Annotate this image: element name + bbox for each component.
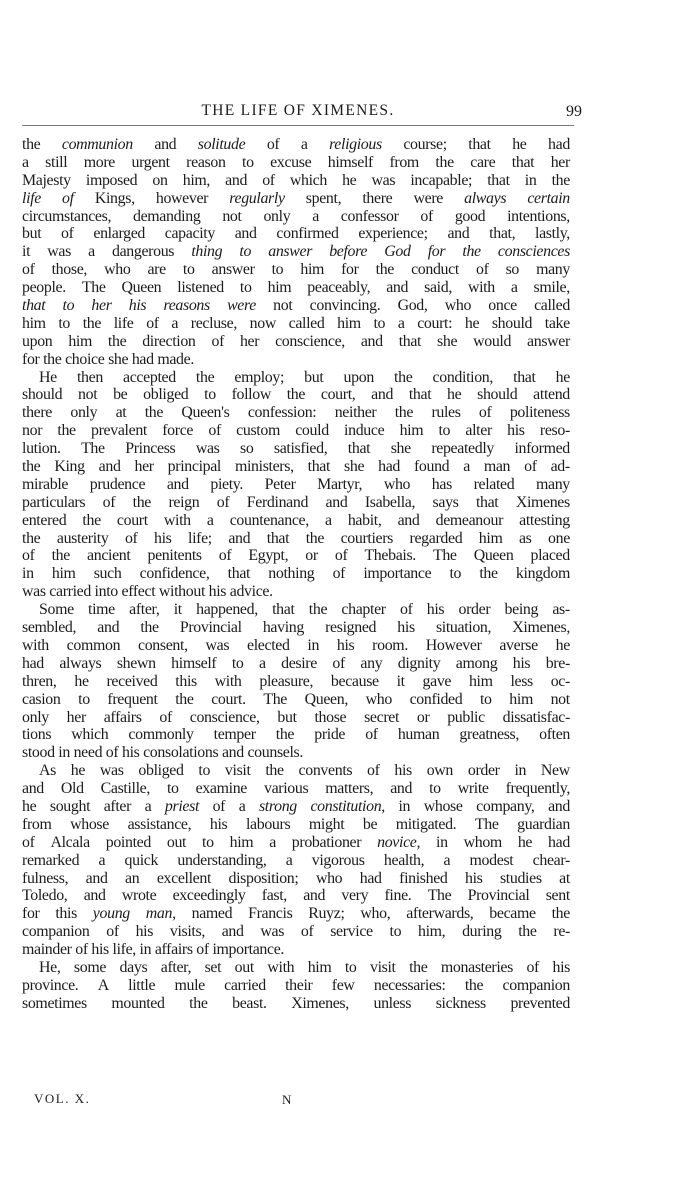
text-line: Majesty imposed on him, and of which he was incapable; that in the bbox=[22, 171, 570, 189]
text-line: was carried into effect without his advice. bbox=[22, 583, 273, 601]
page-footer bbox=[34, 1091, 554, 1111]
text-line: upon him the direction of her conscience, and that she would answer bbox=[22, 332, 570, 350]
text-line: he sought after a priest of a strong constitution, in whose company, and bbox=[22, 797, 570, 815]
text-line: mainder of his life, in affairs of importance. bbox=[22, 941, 285, 959]
text-line: tions which commonly temper the pride of human greatness, often bbox=[22, 726, 570, 744]
text-line: Toledo, and wrote exceedingly fast, and very fine. The Provincial sent bbox=[22, 887, 570, 905]
text-line: for this young man, named Francis Ruyz; who, afterwards, became the bbox=[22, 905, 570, 923]
text-line: a still more urgent reason to excuse himself from the care that her bbox=[22, 153, 570, 171]
text-line: from whose assistance, his labours might be mitigated. The guardian bbox=[22, 815, 570, 833]
text-line: it was a dangerous thing to answer before God for the consciences bbox=[22, 243, 570, 261]
text-line: of the ancient penitents of Egypt, or of Thebais. The Queen placed bbox=[22, 547, 570, 565]
text-line: with common consent, was elected in his room. However averse he bbox=[22, 636, 570, 654]
text-line: but of enlarged capacity and confirmed experience; and that, lastly, bbox=[22, 225, 570, 243]
text-line: sometimes mounted the beast. Ximenes, unless sickness prevented bbox=[22, 994, 570, 1012]
text-line: of those, who are to answer to him for the conduct of so many bbox=[22, 261, 570, 279]
text-line: had always shewn himself to a desire of any dignity among his bre- bbox=[22, 654, 570, 672]
text-line: He, some days after, set out with him to visit the monasteries of his bbox=[39, 958, 570, 976]
text-line: companion of his visits, and was of service to him, during the re- bbox=[22, 923, 570, 941]
text-line: lution. The Princess was so satisfied, that she repeatedly informed bbox=[22, 440, 570, 458]
text-line: the austerity of his life; and that the courtiers regarded him as one bbox=[22, 529, 570, 547]
text-line: fulness, and an excellent disposition; who had finished his studies at bbox=[22, 869, 570, 887]
page-number: 99 bbox=[566, 103, 582, 120]
text-line: Some time after, it happened, that the chapter of his order being as- bbox=[39, 601, 570, 619]
running-title: THE LIFE OF XIMENES. bbox=[201, 102, 395, 119]
text-line: in him such confidence, that nothing of importance to the kingdom bbox=[22, 565, 570, 583]
text-line: remarked a quick understanding, a vigorous health, a modest chear- bbox=[22, 851, 570, 869]
text-line: him to the life of a recluse, now called him to a court: he should take bbox=[22, 314, 570, 332]
text-line: of Alcala pointed out to him a probationer novice, in whom he had bbox=[22, 833, 570, 851]
text-line: and Old Castille, to examine various matters, and to write frequently, bbox=[22, 780, 570, 798]
text-line: particulars of the reign of Ferdinand and Isabella, says that Ximenes bbox=[22, 493, 570, 511]
text-line: mirable prudence and piety. Peter Martyr, who has related many bbox=[22, 475, 570, 493]
text-line: circumstances, demanding not only a confessor of good intentions, bbox=[22, 207, 570, 225]
text-line: only her affairs of conscience, but those secret or public dissatisfac- bbox=[22, 708, 570, 726]
body-text bbox=[22, 136, 570, 1013]
text-line: the communion and solitude of a religious course; that he had bbox=[22, 136, 570, 153]
text-line: life of Kings, however regularly spent, there were always certain bbox=[22, 189, 570, 207]
text-line: stood in need of his consolations and counsels. bbox=[22, 744, 304, 762]
running-header bbox=[20, 102, 582, 124]
signature-mark: N bbox=[282, 1092, 293, 1107]
text-line: He then accepted the employ; but upon the condition, that he bbox=[39, 368, 570, 386]
text-line: that to her his reasons were not convincing. God, who once called bbox=[22, 297, 570, 315]
text-line: As he was obliged to visit the convents of his own order in New bbox=[39, 762, 570, 780]
text-line: there only at the Queen's confession: neither the rules of politeness bbox=[22, 404, 570, 422]
text-line: for the choice she had made. bbox=[22, 350, 194, 368]
header-rule bbox=[22, 125, 574, 126]
text-line: province. A little mule carried their few necessaries: the companion bbox=[22, 976, 570, 994]
text-line: the King and her principal ministers, that she had found a man of ad- bbox=[22, 458, 570, 476]
text-line: entered the court with a countenance, a habit, and demeanour attesting bbox=[22, 511, 570, 529]
text-line: nor the prevalent force of custom could induce him to alter his reso- bbox=[22, 422, 570, 440]
text-line: people. The Queen listened to him peaceably, and said, with a smile, bbox=[22, 279, 570, 297]
text-line: should not be obliged to follow the court, and that he should attend bbox=[22, 386, 570, 404]
text-line: thren, he received this with pleasure, because it gave him less oc- bbox=[22, 672, 570, 690]
volume-mark: VOL. X. bbox=[34, 1091, 91, 1106]
text-line: casion to frequent the court. The Queen, who confided to him not bbox=[22, 690, 570, 708]
text-line: sembled, and the Provincial having resigned his situation, Ximenes, bbox=[22, 619, 570, 637]
